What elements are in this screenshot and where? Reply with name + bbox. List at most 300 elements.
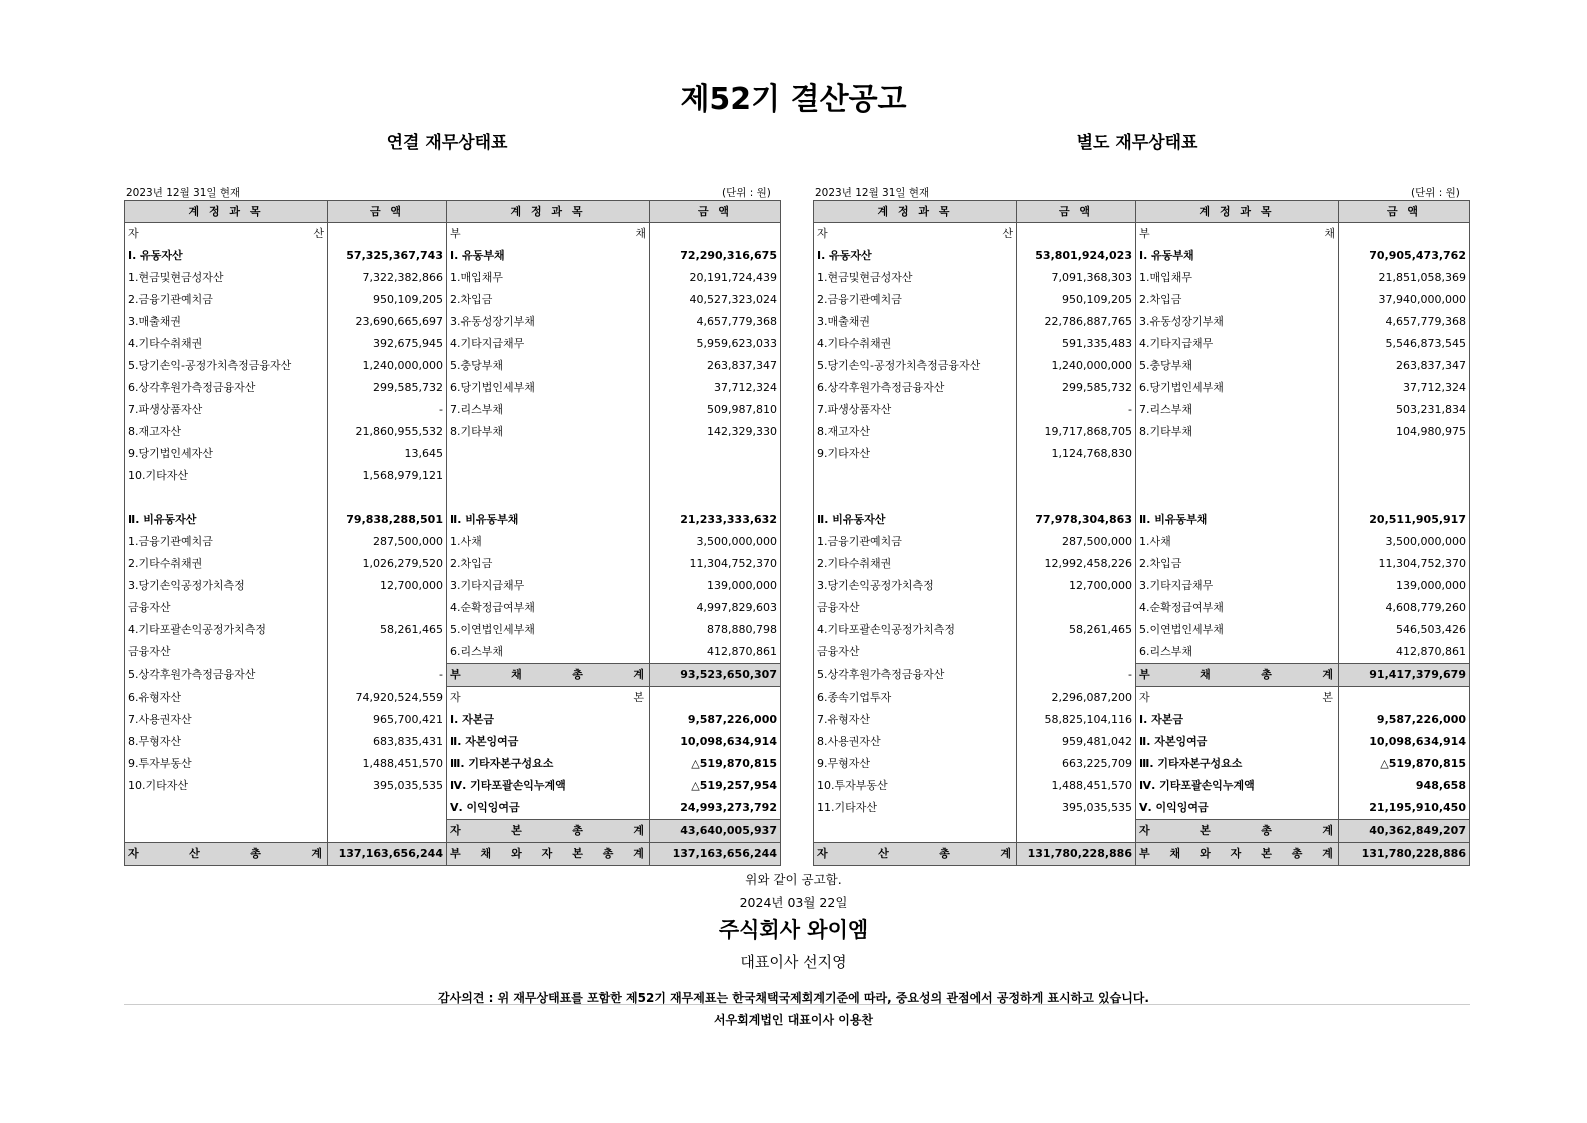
amount-cell: 40,362,849,207 bbox=[1339, 820, 1470, 843]
amount-cell bbox=[1339, 465, 1470, 487]
amount-cell: 1,488,451,570 bbox=[328, 753, 447, 775]
total-assets-label: 자 산 총 계 bbox=[814, 843, 1017, 866]
table-row bbox=[125, 775, 781, 797]
amount-cell bbox=[1017, 487, 1136, 509]
amount-cell: 395,035,535 bbox=[1017, 797, 1136, 820]
account-cell: 4.기타수취채권 bbox=[814, 333, 1017, 355]
table-row bbox=[814, 553, 1470, 575]
table-row bbox=[814, 709, 1470, 731]
table-row bbox=[125, 377, 781, 399]
account-cell bbox=[1136, 443, 1339, 465]
account-cell: 부 채 총 계 bbox=[1136, 664, 1339, 687]
account-cell bbox=[125, 487, 328, 509]
amount-cell: 395,035,535 bbox=[328, 775, 447, 797]
notice-date: 2024년 03월 22일 bbox=[739, 895, 848, 910]
amount-cell: 20,191,724,439 bbox=[650, 267, 781, 289]
amount-cell: 663,225,709 bbox=[1017, 753, 1136, 775]
amount-cell: 93,523,650,307 bbox=[650, 664, 781, 687]
table-row bbox=[814, 575, 1470, 597]
amount-cell bbox=[328, 820, 447, 843]
table-row bbox=[814, 311, 1470, 333]
amount-cell: 20,511,905,917 bbox=[1339, 509, 1470, 531]
account-cell: 8.사용권자산 bbox=[814, 731, 1017, 753]
table-row bbox=[814, 487, 1470, 509]
account-cell: Ⅰ. 자본금 bbox=[447, 709, 650, 731]
account-cell: 9.당기법인세자산 bbox=[125, 443, 328, 465]
table-row bbox=[814, 267, 1470, 289]
amount-cell: 9,587,226,000 bbox=[1339, 709, 1470, 731]
total-liab-equity-label: 부 채 와 자 본 총 계 bbox=[447, 843, 650, 866]
table-row bbox=[814, 753, 1470, 775]
amount-cell: 37,940,000,000 bbox=[1339, 289, 1470, 311]
table-row bbox=[125, 421, 781, 443]
account-cell: 자 본 총 계 bbox=[447, 820, 650, 843]
amount-cell: 43,640,005,937 bbox=[650, 820, 781, 843]
amount-cell: 58,261,465 bbox=[1017, 619, 1136, 641]
account-cell: 4.순확정급여부채 bbox=[1136, 597, 1339, 619]
amount-cell: 5,959,623,033 bbox=[650, 333, 781, 355]
amount-cell bbox=[650, 487, 781, 509]
account-cell: 금융자산 bbox=[814, 641, 1017, 664]
table-row bbox=[125, 333, 781, 355]
table-row bbox=[814, 333, 1470, 355]
table-header bbox=[814, 201, 1470, 223]
account-cell: Ⅰ. 유동자산 bbox=[125, 245, 328, 267]
amount-cell bbox=[1017, 641, 1136, 664]
date-label: 2023년 12월 31일 현재 bbox=[815, 187, 930, 199]
table-row bbox=[125, 820, 781, 843]
consolidated-title: 연결 재무상태표 bbox=[386, 133, 508, 153]
account-cell: Ⅰ. 자본금 bbox=[1136, 709, 1339, 731]
account-cell: 8.기타부채 bbox=[1136, 421, 1339, 443]
account-cell: 10.기타자산 bbox=[125, 465, 328, 487]
account-cell: 10.기타자산 bbox=[125, 775, 328, 797]
account-cell: Ⅱ. 자본잉여금 bbox=[447, 731, 650, 753]
account-cell: Ⅳ. 기타포괄손익누계액 bbox=[1136, 775, 1339, 797]
account-cell: 4.순확정급여부채 bbox=[447, 597, 650, 619]
table-row bbox=[814, 289, 1470, 311]
table-row bbox=[125, 443, 781, 465]
amount-cell: 1,026,279,520 bbox=[328, 553, 447, 575]
totals-row bbox=[814, 843, 1470, 866]
table-row bbox=[125, 465, 781, 487]
amount-cell: 299,585,732 bbox=[1017, 377, 1136, 399]
separate-title: 별도 재무상태표 bbox=[1076, 133, 1198, 153]
account-cell: 2.차입금 bbox=[1136, 553, 1339, 575]
account-cell: 4.기타지급채무 bbox=[1136, 333, 1339, 355]
amount-cell bbox=[1339, 443, 1470, 465]
amount-cell: 950,109,205 bbox=[328, 289, 447, 311]
total-liab-equity-value: 137,163,656,244 bbox=[650, 843, 781, 866]
table-row bbox=[814, 641, 1470, 664]
amount-cell: 53,801,924,023 bbox=[1017, 245, 1136, 267]
account-cell: 5.이연법인세부채 bbox=[1136, 619, 1339, 641]
table-row bbox=[814, 820, 1470, 843]
amount-cell: 287,500,000 bbox=[1017, 531, 1136, 553]
table-row bbox=[814, 377, 1470, 399]
table-row bbox=[814, 687, 1470, 710]
table-row bbox=[125, 797, 781, 820]
account-cell bbox=[814, 820, 1017, 843]
account-cell: 1.매입채무 bbox=[1136, 267, 1339, 289]
amount-header: 금 액 bbox=[650, 201, 781, 223]
amount-cell: 4,657,779,368 bbox=[1339, 311, 1470, 333]
table-row bbox=[125, 575, 781, 597]
account-cell: Ⅰ. 유동부채 bbox=[447, 245, 650, 267]
account-cell: Ⅲ. 기타자본구성요소 bbox=[447, 753, 650, 775]
account-cell: Ⅱ. 비유동자산 bbox=[814, 509, 1017, 531]
account-cell: Ⅱ. 비유동자산 bbox=[125, 509, 328, 531]
amount-cell: 7,322,382,866 bbox=[328, 267, 447, 289]
account-cell bbox=[125, 820, 328, 843]
total-liab-equity-value: 131,780,228,886 bbox=[1339, 843, 1470, 866]
account-cell: 8.재고자산 bbox=[125, 421, 328, 443]
amount-cell: △519,257,954 bbox=[650, 775, 781, 797]
date-label: 2023년 12월 31일 현재 bbox=[126, 187, 241, 199]
amount-cell: 299,585,732 bbox=[328, 377, 447, 399]
account-cell: 9.무형자산 bbox=[814, 753, 1017, 775]
amount-cell bbox=[328, 487, 447, 509]
account-header: 계 정 과 목 bbox=[125, 201, 328, 223]
table-row bbox=[125, 641, 781, 664]
amount-cell bbox=[650, 443, 781, 465]
company-name: 주식회사 와이엠 bbox=[718, 918, 869, 942]
account-cell: 7.유형자산 bbox=[814, 709, 1017, 731]
amount-cell: 40,527,323,024 bbox=[650, 289, 781, 311]
table-row bbox=[814, 223, 1470, 246]
account-cell: 4.기타수취채권 bbox=[125, 333, 328, 355]
amount-cell: 1,124,768,830 bbox=[1017, 443, 1136, 465]
separate-balance-sheet bbox=[813, 200, 1469, 866]
account-cell: Ⅰ. 유동자산 bbox=[814, 245, 1017, 267]
account-cell: 자 본 bbox=[1136, 687, 1339, 710]
audit-opinion: 감사의견 : 위 재무상태표를 포함한 제52기 재무제표는 한국채택국제회계기준에 따라, 중요성의 관점에서 공정하게 표시하고 있습니다. bbox=[438, 991, 1149, 1005]
liability-section-label: 부 채 bbox=[1136, 223, 1339, 246]
account-cell: 금융자산 bbox=[125, 597, 328, 619]
balance-sheet-table bbox=[813, 200, 1470, 866]
account-cell: 6.리스부채 bbox=[447, 641, 650, 664]
amount-cell: 77,978,304,863 bbox=[1017, 509, 1136, 531]
total-assets-label: 자 산 총 계 bbox=[125, 843, 328, 866]
table-row bbox=[814, 421, 1470, 443]
totals-row bbox=[125, 843, 781, 866]
amount-cell: 950,109,205 bbox=[1017, 289, 1136, 311]
table-row bbox=[814, 731, 1470, 753]
table-header bbox=[125, 201, 781, 223]
amount-cell: 10,098,634,914 bbox=[650, 731, 781, 753]
account-cell: 8.기타부채 bbox=[447, 421, 650, 443]
amount-cell: 72,290,316,675 bbox=[650, 245, 781, 267]
amount-cell: 12,700,000 bbox=[328, 575, 447, 597]
account-cell bbox=[814, 487, 1017, 509]
amount-cell: 546,503,426 bbox=[1339, 619, 1470, 641]
account-cell bbox=[447, 487, 650, 509]
total-assets-value: 137,163,656,244 bbox=[328, 843, 447, 866]
account-cell: 5.당기손익-공정가치측정금융자산 bbox=[125, 355, 328, 377]
amount-cell bbox=[1017, 223, 1136, 246]
account-header: 계 정 과 목 bbox=[1136, 201, 1339, 223]
account-cell: 1.금융기관예치금 bbox=[814, 531, 1017, 553]
amount-cell: 503,231,834 bbox=[1339, 399, 1470, 421]
table-row bbox=[814, 597, 1470, 619]
amount-cell: 74,920,524,559 bbox=[328, 687, 447, 710]
amount-cell: 70,905,473,762 bbox=[1339, 245, 1470, 267]
amount-cell bbox=[1017, 597, 1136, 619]
account-cell: 11.기타자산 bbox=[814, 797, 1017, 820]
table-row bbox=[814, 797, 1470, 820]
amount-cell: 21,860,955,532 bbox=[328, 421, 447, 443]
account-cell: Ⅴ. 이익잉여금 bbox=[447, 797, 650, 820]
account-cell: 5.충당부채 bbox=[1136, 355, 1339, 377]
account-cell: 금융자산 bbox=[125, 641, 328, 664]
amount-cell: 22,786,887,765 bbox=[1017, 311, 1136, 333]
table-row bbox=[125, 664, 781, 687]
account-cell: Ⅱ. 비유동부채 bbox=[447, 509, 650, 531]
table-row bbox=[125, 709, 781, 731]
account-cell: 9.기타자산 bbox=[814, 443, 1017, 465]
account-cell: 1.사채 bbox=[1136, 531, 1339, 553]
amount-cell: 139,000,000 bbox=[1339, 575, 1470, 597]
amount-cell: 948,658 bbox=[1339, 775, 1470, 797]
amount-cell: 1,488,451,570 bbox=[1017, 775, 1136, 797]
table-row bbox=[125, 753, 781, 775]
balance-sheet-table bbox=[124, 200, 781, 866]
amount-cell: 1,568,979,121 bbox=[328, 465, 447, 487]
account-cell: 6.당기법인세부채 bbox=[447, 377, 650, 399]
account-cell: 8.재고자산 bbox=[814, 421, 1017, 443]
table-row bbox=[125, 311, 781, 333]
table-row bbox=[125, 687, 781, 710]
amount-cell: 412,870,861 bbox=[650, 641, 781, 664]
account-cell: 자 본 bbox=[447, 687, 650, 710]
account-cell: 자 본 총 계 bbox=[1136, 820, 1339, 843]
account-cell bbox=[447, 443, 650, 465]
account-cell: 4.기타포괄손익공정가치측정 bbox=[125, 619, 328, 641]
table-row bbox=[125, 509, 781, 531]
account-cell: 6.당기법인세부채 bbox=[1136, 377, 1339, 399]
amount-header: 금 액 bbox=[1017, 201, 1136, 223]
table-row bbox=[814, 619, 1470, 641]
account-cell bbox=[447, 465, 650, 487]
account-cell bbox=[814, 465, 1017, 487]
amount-cell: 11,304,752,370 bbox=[650, 553, 781, 575]
account-cell: 2.기타수취채권 bbox=[814, 553, 1017, 575]
amount-cell: 12,992,458,226 bbox=[1017, 553, 1136, 575]
table-row bbox=[125, 531, 781, 553]
account-cell: 4.기타지급채무 bbox=[447, 333, 650, 355]
amount-cell: 19,717,868,705 bbox=[1017, 421, 1136, 443]
account-cell: 3.유동성장기부채 bbox=[447, 311, 650, 333]
account-cell: 6.유형자산 bbox=[125, 687, 328, 710]
amount-cell: 58,825,104,116 bbox=[1017, 709, 1136, 731]
account-cell: 1.현금및현금성자산 bbox=[125, 267, 328, 289]
amount-cell: 965,700,421 bbox=[328, 709, 447, 731]
amount-cell: - bbox=[328, 399, 447, 421]
amount-cell: 4,997,829,603 bbox=[650, 597, 781, 619]
consolidated-balance-sheet bbox=[124, 200, 780, 866]
account-cell: 9.투자부동산 bbox=[125, 753, 328, 775]
amount-cell: 4,657,779,368 bbox=[650, 311, 781, 333]
account-cell: 7.사용권자산 bbox=[125, 709, 328, 731]
unit-label: (단위 : 원) bbox=[722, 187, 771, 199]
amount-cell: 142,329,330 bbox=[650, 421, 781, 443]
account-cell: 6.리스부채 bbox=[1136, 641, 1339, 664]
account-cell: 금융자산 bbox=[814, 597, 1017, 619]
account-cell: 2.차입금 bbox=[1136, 289, 1339, 311]
amount-cell: 79,838,288,501 bbox=[328, 509, 447, 531]
amount-cell: 412,870,861 bbox=[1339, 641, 1470, 664]
asset-section-label: 자 산 bbox=[125, 223, 328, 246]
account-cell: Ⅱ. 비유동부채 bbox=[1136, 509, 1339, 531]
account-cell: 3.매출채권 bbox=[125, 311, 328, 333]
amount-cell: 21,195,910,450 bbox=[1339, 797, 1470, 820]
amount-cell: 509,987,810 bbox=[650, 399, 781, 421]
account-header: 계 정 과 목 bbox=[447, 201, 650, 223]
unit-label: (단위 : 원) bbox=[1411, 187, 1460, 199]
amount-cell: 37,712,324 bbox=[650, 377, 781, 399]
account-cell: 2.차입금 bbox=[447, 289, 650, 311]
account-cell: Ⅴ. 이익잉여금 bbox=[1136, 797, 1339, 820]
account-cell: 6.종속기업투자 bbox=[814, 687, 1017, 710]
amount-cell: 12,700,000 bbox=[1017, 575, 1136, 597]
total-liab-equity-label: 부 채 와 자 본 총 계 bbox=[1136, 843, 1339, 866]
table-row bbox=[814, 465, 1470, 487]
account-cell: 6.상각후원가측정금융자산 bbox=[814, 377, 1017, 399]
account-cell: Ⅱ. 자본잉여금 bbox=[1136, 731, 1339, 753]
amount-cell bbox=[328, 597, 447, 619]
table-row bbox=[814, 664, 1470, 687]
amount-cell: 23,690,665,697 bbox=[328, 311, 447, 333]
liability-section-label: 부 채 bbox=[447, 223, 650, 246]
amount-cell: 591,335,483 bbox=[1017, 333, 1136, 355]
amount-cell: 37,712,324 bbox=[1339, 377, 1470, 399]
account-cell: 5.상각후원가측정금융자산 bbox=[814, 664, 1017, 687]
amount-cell: 878,880,798 bbox=[650, 619, 781, 641]
account-cell: 8.무형자산 bbox=[125, 731, 328, 753]
account-cell: 7.리스부채 bbox=[1136, 399, 1339, 421]
amount-cell: △519,870,815 bbox=[1339, 753, 1470, 775]
table-row bbox=[125, 223, 781, 246]
account-cell: 5.충당부채 bbox=[447, 355, 650, 377]
table-row bbox=[125, 245, 781, 267]
amount-cell: 959,481,042 bbox=[1017, 731, 1136, 753]
account-cell: Ⅳ. 기타포괄손익누계액 bbox=[447, 775, 650, 797]
account-cell: 3.당기손익공정가치측정 bbox=[814, 575, 1017, 597]
account-cell: 부 채 총 계 bbox=[447, 664, 650, 687]
total-assets-value: 131,780,228,886 bbox=[1017, 843, 1136, 866]
account-cell: 7.파생상품자산 bbox=[125, 399, 328, 421]
account-cell: 6.상각후원가측정금융자산 bbox=[125, 377, 328, 399]
amount-cell: 5,546,873,545 bbox=[1339, 333, 1470, 355]
account-cell: 3.당기손익공정가치측정 bbox=[125, 575, 328, 597]
amount-cell: 3,500,000,000 bbox=[650, 531, 781, 553]
account-cell: 3.매출채권 bbox=[814, 311, 1017, 333]
amount-cell: 58,261,465 bbox=[328, 619, 447, 641]
account-cell bbox=[1136, 487, 1339, 509]
amount-cell: 7,091,368,303 bbox=[1017, 267, 1136, 289]
amount-cell: 139,000,000 bbox=[650, 575, 781, 597]
amount-cell: 57,325,367,743 bbox=[328, 245, 447, 267]
amount-cell bbox=[1339, 223, 1470, 246]
table-row bbox=[125, 399, 781, 421]
account-cell: 2.차입금 bbox=[447, 553, 650, 575]
amount-cell: - bbox=[1017, 664, 1136, 687]
table-row bbox=[814, 775, 1470, 797]
account-cell: 2.금융기관예치금 bbox=[814, 289, 1017, 311]
amount-cell: 21,233,333,632 bbox=[650, 509, 781, 531]
account-cell: 1.금융기관예치금 bbox=[125, 531, 328, 553]
amount-cell: 287,500,000 bbox=[328, 531, 447, 553]
amount-cell: - bbox=[1017, 399, 1136, 421]
amount-header: 금 액 bbox=[1339, 201, 1470, 223]
account-cell: 3.기타지급채무 bbox=[447, 575, 650, 597]
account-cell: 7.파생상품자산 bbox=[814, 399, 1017, 421]
amount-cell: 4,608,779,260 bbox=[1339, 597, 1470, 619]
account-cell: 4.기타포괄손익공정가치측정 bbox=[814, 619, 1017, 641]
table-row bbox=[125, 597, 781, 619]
account-cell: Ⅰ. 유동부채 bbox=[1136, 245, 1339, 267]
amount-cell bbox=[650, 687, 781, 710]
auditor-name: 서우회계법인 대표이사 이용찬 bbox=[713, 1013, 874, 1027]
amount-cell bbox=[328, 641, 447, 664]
amount-cell: 3,500,000,000 bbox=[1339, 531, 1470, 553]
account-cell: 3.유동성장기부채 bbox=[1136, 311, 1339, 333]
amount-cell: 91,417,379,679 bbox=[1339, 664, 1470, 687]
amount-header: 금 액 bbox=[328, 201, 447, 223]
account-cell: 5.상각후원가측정금융자산 bbox=[125, 664, 328, 687]
account-cell bbox=[1136, 465, 1339, 487]
table-row bbox=[125, 355, 781, 377]
amount-cell: - bbox=[328, 664, 447, 687]
amount-cell bbox=[650, 223, 781, 246]
table-row bbox=[125, 731, 781, 753]
table-row bbox=[125, 289, 781, 311]
amount-cell: 21,851,058,369 bbox=[1339, 267, 1470, 289]
account-cell: 5.이연법인세부채 bbox=[447, 619, 650, 641]
amount-cell: 10,098,634,914 bbox=[1339, 731, 1470, 753]
amount-cell bbox=[650, 465, 781, 487]
amount-cell: 9,587,226,000 bbox=[650, 709, 781, 731]
account-cell: 1.매입채무 bbox=[447, 267, 650, 289]
table-row bbox=[814, 355, 1470, 377]
asset-section-label: 자 산 bbox=[814, 223, 1017, 246]
notice-text: 위와 같이 공고함. bbox=[745, 872, 842, 887]
amount-cell bbox=[328, 223, 447, 246]
amount-cell: 104,980,975 bbox=[1339, 421, 1470, 443]
amount-cell bbox=[1339, 687, 1470, 710]
table-row bbox=[125, 619, 781, 641]
account-cell: 7.리스부채 bbox=[447, 399, 650, 421]
table-row bbox=[125, 553, 781, 575]
account-header: 계 정 과 목 bbox=[814, 201, 1017, 223]
table-row bbox=[814, 399, 1470, 421]
account-cell bbox=[125, 797, 328, 820]
amount-cell: △519,870,815 bbox=[650, 753, 781, 775]
amount-cell: 1,240,000,000 bbox=[1017, 355, 1136, 377]
amount-cell: 2,296,087,200 bbox=[1017, 687, 1136, 710]
account-cell: Ⅲ. 기타자본구성요소 bbox=[1136, 753, 1339, 775]
account-cell: 3.기타지급채무 bbox=[1136, 575, 1339, 597]
amount-cell: 683,835,431 bbox=[328, 731, 447, 753]
account-cell: 1.현금및현금성자산 bbox=[814, 267, 1017, 289]
amount-cell bbox=[1017, 820, 1136, 843]
table-row bbox=[125, 267, 781, 289]
account-cell: 5.당기손익-공정가치측정금융자산 bbox=[814, 355, 1017, 377]
page-title: 제52기 결산공고 bbox=[680, 82, 907, 117]
amount-cell bbox=[1017, 465, 1136, 487]
account-cell: 10.투자부동산 bbox=[814, 775, 1017, 797]
amount-cell: 1,240,000,000 bbox=[328, 355, 447, 377]
